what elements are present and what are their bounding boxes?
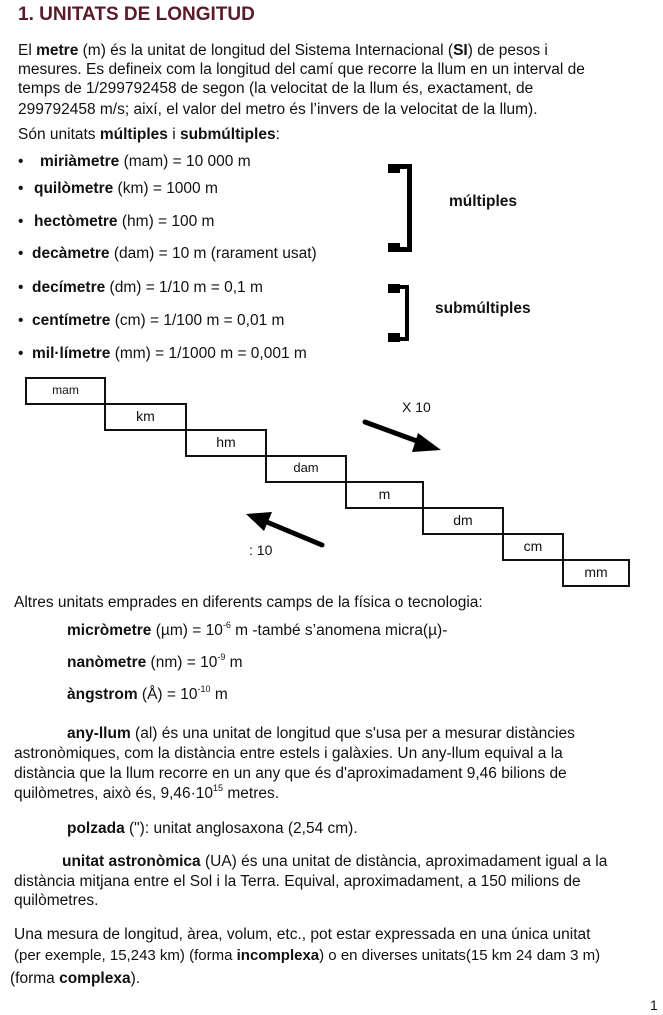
intro-line-4: 299792458 m/s; així, el valor del metro és l’invers de la velocitat de la llum). [18,101,538,118]
unit-item: • miriàmetre (mam) = 10 000 m [18,153,251,170]
micrometre-line: micròmetre $(\mu m) = 10^{-6}$ m -també s’anomena micra(µ)- [67,620,448,639]
step-box-cm: cm [502,533,564,561]
inch-line: polzada ("): unitat anglosaxona (2,54 cm). [67,820,358,837]
unit-item: • hectòmetre (hm) = 100 m [18,213,215,230]
unit-item: • decímetre (dm) = 1/10 m = 0,1 m [18,279,263,296]
step-box-km: km [104,403,187,431]
unit-item: • decàmetre (dam) = 10 m (rarament usat) [18,245,317,262]
step-box-mm: mm [562,559,630,587]
other-units-intro: Altres unitats emprades en diferents camps de la física o tecnologia: [14,594,483,611]
step-box-mam: mam [25,377,106,405]
light-year-line-3: distància que la llum recorre en un any que és d'aproximadament 9,46 bilions de [14,765,567,782]
page-number: 1 [650,997,658,1013]
complex-line-2: (per exemple, 15,243 km) (forma incomplexa) o en diverses unitats(15 km 24 dam 3 m) [14,947,601,964]
complex-line-3: (forma complexa). [10,970,141,987]
intro-line-2: mesures. Es defineix com la longitud del camí que recorre la llum en un interval de [18,61,585,78]
step-box-hm: hm [185,429,267,457]
multiply-arrow-icon [365,422,441,452]
light-year-line-4: quilòmetres, això és, $9,46\cdot 10^{15}$ metres. [14,783,280,802]
light-year-line-1: any-llum (al) és una unitat de longitud que s'usa per a mesurar distàncies [67,725,575,742]
page-title: 1. UNITATS DE LONGITUD [18,4,255,25]
au-line-1: unitat astronòmica (UA) és una unitat de distància, aproximadament igual a la [62,853,608,870]
step-box-m: m [345,481,424,509]
multiply-label: X 10 [402,399,431,415]
unit-item: • quilòmetre (km) = 1000 m [18,180,218,197]
light-year-line-2: astronòmiques, com la distància entre estels i galàxies. Un any-llum equival a la [14,745,563,762]
angstrom-line: àngstrom (Å) = $10^{-10}$ m [67,684,228,703]
nanometre-line: nanòmetre $(nm) = 10^{-9}$ m [67,652,243,671]
intro-line-3: temps de 1/299792458 de segon (la velocitat de la llum és, exactament, de [18,80,534,97]
complex-line-1: Una mesura de longitud, àrea, volum, etc., pot estar expressada en una única unitat [14,926,591,943]
unit-item: • centímetre (cm) = 1/100 m = 0,01 m [18,312,285,329]
divide-label: : 10 [249,542,273,558]
multiples-intro: Són unitats múltiples i submúltiples: [18,126,280,143]
au-line-3: quilòmetres. [14,892,99,909]
intro-line-1: El metre (m) és la unitat de longitud del Sistema Internacional (SI) de pesos i [18,42,548,59]
multiples-label: múltiples [449,193,518,210]
step-box-dam: dam [265,455,347,483]
unit-item: • mil·límetre (mm) = 1/1000 m = 0,001 m [18,345,307,362]
submultiples-label: submúltiples [435,300,531,317]
au-line-2: distància mitjana entre el Sol i la Terra. Equival, aproximadament, a 150 milions de [14,873,581,890]
step-box-dm: dm [422,507,504,535]
